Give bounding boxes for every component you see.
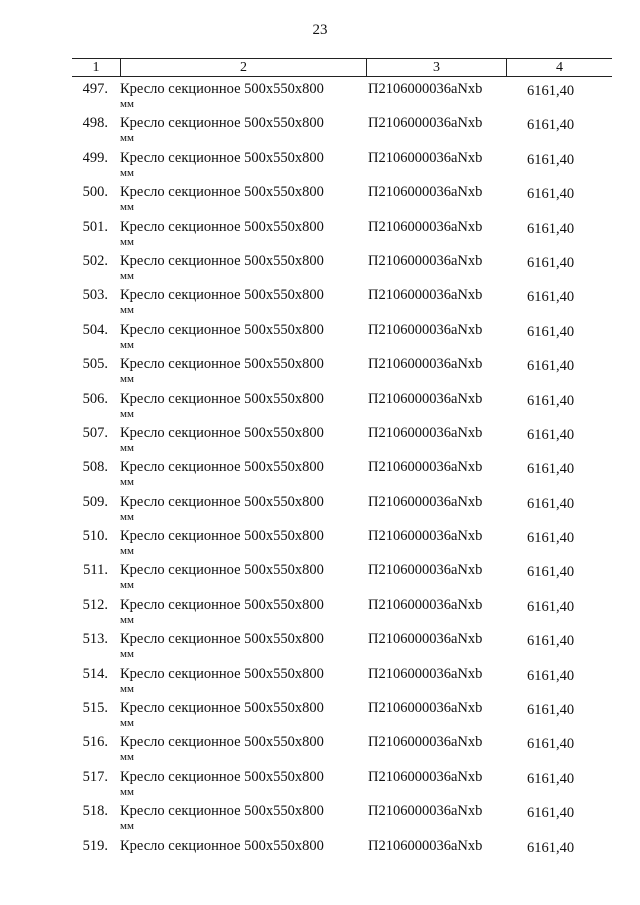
row-number: 512. — [82, 596, 108, 613]
item-price: 6161,40 — [527, 117, 575, 134]
item-name: Кресло секционное 500х550х800 — [120, 528, 324, 545]
row-number: 508. — [82, 459, 108, 476]
item-unit: мм — [120, 166, 134, 179]
item-name: Кресло секционное 500х550х800 — [120, 149, 324, 166]
item-price: 6161,40 — [527, 633, 575, 650]
item-code: П2106000036аNxb — [368, 81, 483, 97]
table-row — [72, 421, 612, 455]
row-number: 513. — [82, 631, 108, 648]
item-unit: мм — [120, 717, 134, 730]
item-code: П2106000036аNxb — [368, 596, 483, 613]
item-code: П2106000036аNxb — [368, 493, 483, 510]
table-row — [72, 558, 612, 592]
row-number: 507. — [82, 424, 108, 441]
item-unit: мм — [120, 820, 134, 833]
item-name: Кресло секционное 500х550х800 — [120, 734, 324, 751]
item-price: 6161,40 — [527, 770, 575, 787]
item-unit: мм — [120, 613, 134, 626]
item-name: Кресло секционное 500х550х800 — [120, 390, 324, 407]
row-number: 519. — [82, 837, 108, 854]
item-price: 6161,40 — [527, 564, 575, 581]
item-unit: мм — [120, 648, 134, 661]
item-price: 6161,40 — [527, 598, 575, 615]
item-name: Кресло секционное 500х550х800 — [120, 115, 324, 132]
item-price: 6161,40 — [527, 289, 575, 306]
item-unit: мм — [120, 338, 134, 351]
item-name: Кресло секционное 500х550х800 — [120, 803, 324, 820]
item-name: Кресло секционное 500х550х800 — [120, 459, 324, 476]
item-price: 6161,40 — [527, 358, 575, 375]
item-unit: мм — [120, 98, 134, 110]
item-unit: мм — [120, 373, 134, 386]
item-code: П2106000036аNxb — [368, 700, 483, 717]
table-row — [72, 593, 612, 627]
item-price: 6161,40 — [527, 702, 575, 719]
table-row — [72, 215, 612, 249]
row-number: 505. — [82, 356, 108, 373]
row-number: 510. — [82, 528, 108, 545]
item-price: 6161,40 — [527, 151, 575, 168]
table-body — [72, 77, 612, 868]
item-name: Кресло секционное 500х550х800 — [120, 252, 324, 269]
item-name: Кресло секционное 500х550х800 — [120, 493, 324, 510]
item-price: 6161,40 — [527, 805, 575, 822]
item-price: 6161,40 — [527, 392, 575, 409]
table-row — [72, 696, 612, 730]
header-col-4: 4 — [506, 59, 612, 76]
table-row — [72, 111, 612, 145]
item-code: П2106000036аNxb — [368, 218, 483, 235]
item-unit: мм — [120, 545, 134, 558]
table-row — [72, 77, 612, 111]
table-row — [72, 352, 612, 386]
item-price: 6161,40 — [527, 530, 575, 547]
row-number: 502. — [82, 252, 108, 269]
item-name: Кресло секционное 500х550х800 — [120, 562, 324, 579]
table-row — [72, 834, 612, 868]
item-price: 6161,40 — [527, 220, 575, 237]
table-row — [72, 627, 612, 661]
item-price: 6161,40 — [527, 323, 575, 340]
item-price: 6161,40 — [527, 186, 575, 203]
table-row — [72, 524, 612, 558]
header-col-3: 3 — [366, 59, 506, 76]
item-name: Кресло секционное 500х550х800 — [120, 81, 324, 97]
item-price: 6161,40 — [527, 426, 575, 443]
item-name: Кресло секционное 500х550х800 — [120, 321, 324, 338]
items-table — [72, 58, 612, 868]
table-row — [72, 455, 612, 489]
table-row — [72, 765, 612, 799]
item-price: 6161,40 — [527, 254, 575, 271]
table-header — [72, 58, 612, 77]
row-number: 515. — [82, 700, 108, 717]
item-name: Кресло секционное 500х550х800 — [120, 768, 324, 785]
table-row — [72, 490, 612, 524]
item-unit: мм — [120, 682, 134, 695]
item-name: Кресло секционное 500х550х800 — [120, 631, 324, 648]
row-number: 501. — [82, 218, 108, 235]
item-code: П2106000036аNxb — [368, 803, 483, 820]
item-unit: мм — [120, 476, 134, 489]
item-code: П2106000036аNxb — [368, 734, 483, 751]
table-row — [72, 249, 612, 283]
table-row — [72, 318, 612, 352]
row-number: 497. — [82, 81, 108, 97]
item-unit: мм — [120, 304, 134, 317]
item-unit: мм — [120, 785, 134, 798]
item-name: Кресло секционное 500х550х800 — [120, 356, 324, 373]
header-col-1: 1 — [92, 60, 100, 75]
row-number: 503. — [82, 287, 108, 304]
item-code: П2106000036аNxb — [368, 631, 483, 648]
table-row — [72, 662, 612, 696]
item-unit: мм — [120, 201, 134, 214]
item-code: П2106000036аNxb — [368, 321, 483, 338]
row-number: 518. — [82, 803, 108, 820]
item-price: 6161,40 — [527, 83, 575, 99]
item-code: П2106000036аNxb — [368, 252, 483, 269]
item-code: П2106000036аNxb — [368, 424, 483, 441]
row-number: 500. — [82, 184, 108, 201]
item-unit: мм — [120, 269, 134, 282]
item-code: П2106000036аNxb — [368, 768, 483, 785]
item-name: Кресло секционное 500х550х800 — [120, 665, 324, 682]
item-code: П2106000036аNxb — [368, 528, 483, 545]
item-code: П2106000036аNxb — [368, 149, 483, 166]
item-name: Кресло секционное 500х550х800 — [120, 218, 324, 235]
row-number: 498. — [82, 115, 108, 132]
header-col-2: 2 — [120, 59, 366, 76]
table-row — [72, 146, 612, 180]
table-row — [72, 799, 612, 833]
item-unit: мм — [120, 132, 134, 145]
table-row — [72, 730, 612, 764]
item-unit: мм — [120, 510, 134, 523]
item-name: Кресло секционное 500х550х800 — [120, 700, 324, 717]
item-code: П2106000036аNxb — [368, 459, 483, 476]
page-number: 23 — [312, 22, 328, 38]
item-unit: мм — [120, 235, 134, 248]
item-code: П2106000036аNxb — [368, 356, 483, 373]
item-name: Кресло секционное 500х550х800 — [120, 596, 324, 613]
row-number: 516. — [82, 734, 108, 751]
item-code: П2106000036аNxb — [368, 287, 483, 304]
item-name: Кресло секционное 500х550х800 — [120, 837, 324, 854]
item-name: Кресло секционное 500х550х800 — [120, 287, 324, 304]
row-number: 504. — [82, 321, 108, 338]
item-code: П2106000036аNxb — [368, 390, 483, 407]
item-price: 6161,40 — [527, 461, 575, 478]
item-code: П2106000036аNxb — [368, 562, 483, 579]
item-code: П2106000036аNxb — [368, 837, 483, 854]
item-price: 6161,40 — [527, 736, 575, 753]
item-price: 6161,40 — [527, 667, 575, 684]
item-price: 6161,40 — [527, 839, 575, 856]
item-price: 6161,40 — [527, 495, 575, 512]
item-unit: мм — [120, 407, 134, 420]
row-number: 499. — [82, 149, 108, 166]
row-number: 511. — [83, 562, 108, 579]
table-row — [72, 283, 612, 317]
item-code: П2106000036аNxb — [368, 184, 483, 201]
table-row — [72, 180, 612, 214]
item-name: Кресло секционное 500х550х800 — [120, 424, 324, 441]
item-name: Кресло секционное 500х550х800 — [120, 184, 324, 201]
row-number: 509. — [82, 493, 108, 510]
item-code: П2106000036аNxb — [368, 665, 483, 682]
row-number: 506. — [82, 390, 108, 407]
row-number: 517. — [82, 768, 108, 785]
table-row — [72, 387, 612, 421]
item-unit: мм — [120, 579, 134, 592]
item-code: П2106000036аNxb — [368, 115, 483, 132]
row-number: 514. — [82, 665, 108, 682]
item-unit: мм — [120, 751, 134, 764]
item-unit: мм — [120, 441, 134, 454]
